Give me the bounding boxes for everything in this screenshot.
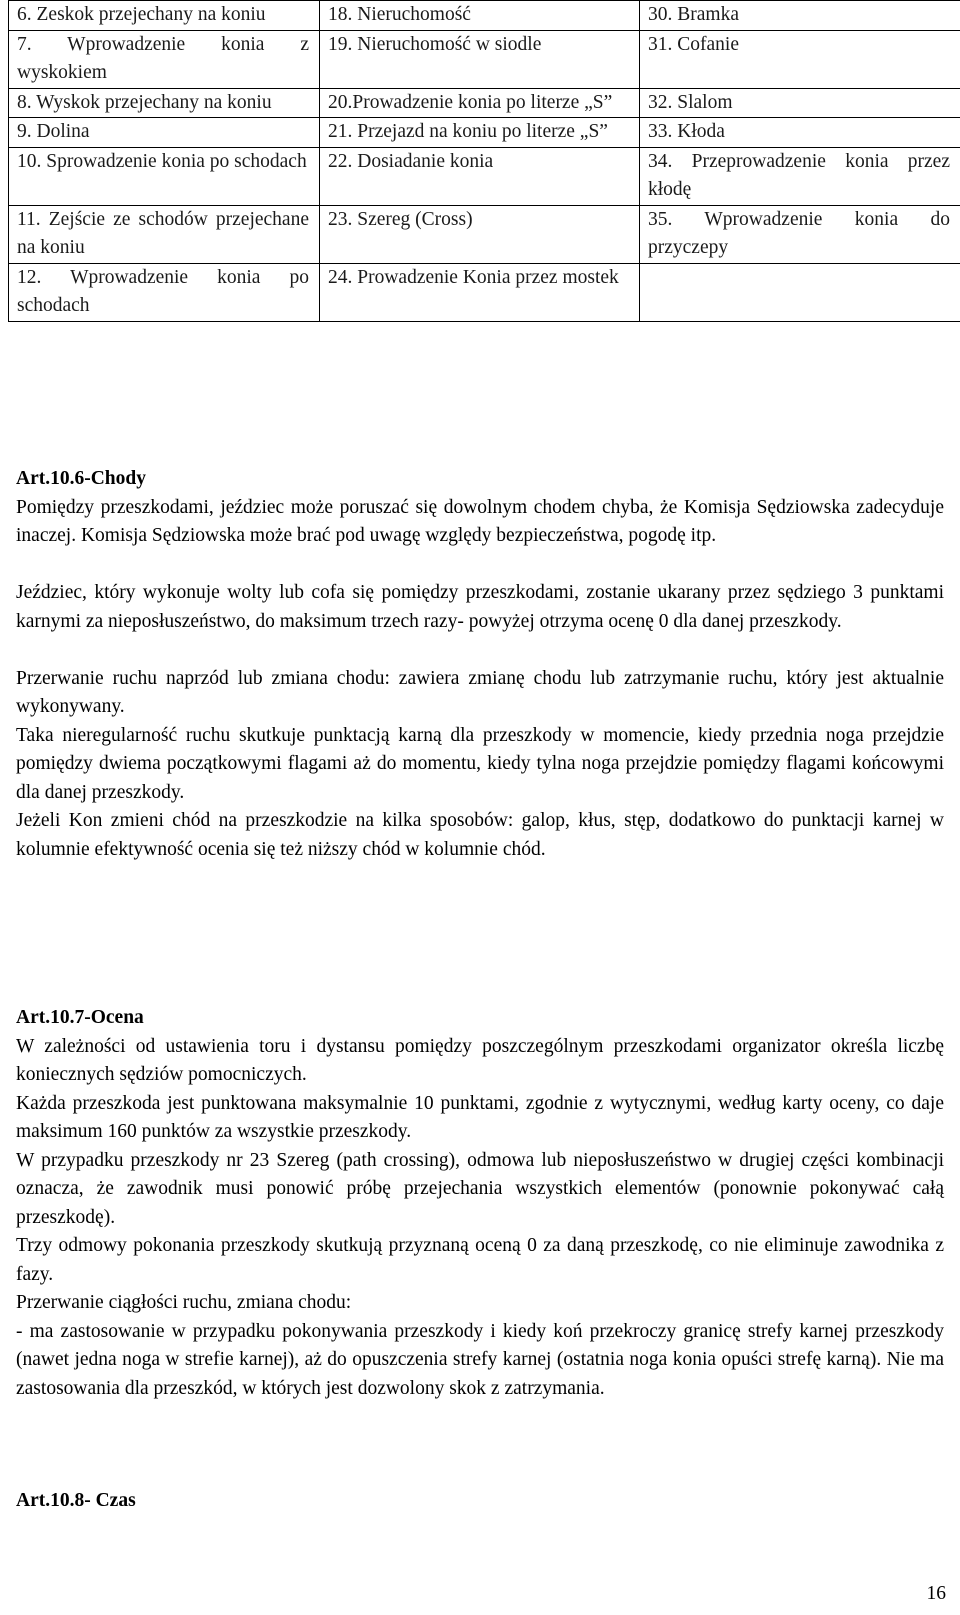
obstacle-label: 10. Sprowadzenie konia po schodach: [17, 150, 307, 172]
table-row: [9, 118, 960, 148]
obstacle-label: 33. Kłoda: [648, 121, 725, 142]
obstacle-label: 21. Przejazd na koniu po literze „S”: [328, 121, 608, 142]
obstacle-label: 6. Zeskok przejechany na koniu: [17, 4, 266, 25]
table-cell: [9, 205, 320, 263]
table-cell: [640, 118, 960, 148]
obstacle-label: 12. Wprowadzenie konia po schodach: [17, 266, 309, 316]
obstacle-label: 32. Slalom: [648, 91, 733, 113]
table-cell: [640, 1, 960, 31]
paragraph: Jeździec, który wykonuje wolty lub cofa się pomiędzy przeszkodami, zostanie ukarany przez sędziego 3 punktami karnymi za nieposłuszeństwo, do maksimum trzech razy- powyżej otrzyma ocenę 0 dla danej przeszkody.: [16, 582, 944, 632]
obstacle-label: 30. Bramka: [648, 4, 739, 25]
table-row: [9, 88, 960, 118]
obstacle-label: 18. Nieruchomość: [328, 4, 471, 25]
table-row: [9, 30, 960, 88]
obstacle-label: 31. Cofanie: [648, 33, 739, 55]
article-heading: Art.10.8- Czas: [16, 1490, 136, 1511]
paragraph: W zależności od ustawienia toru i dystansu pomiędzy poszczególnym przeszkodami organizator określa liczbę koniecznych sędziów pomocniczych.: [16, 1035, 944, 1085]
table-cell: [9, 118, 320, 148]
obstacle-table: [8, 0, 960, 322]
article-10-8: [16, 1487, 944, 1516]
paragraph: Przerwanie ciągłości ruchu, zmiana chodu:: [16, 1292, 352, 1313]
page-number: 16: [926, 1583, 946, 1604]
table-row: [9, 205, 960, 263]
article-heading: Art.10.6-Chody: [16, 468, 146, 489]
obstacle-label: 34. Przeprowadzenie konia przez kłodę: [648, 150, 950, 200]
obstacle-label: 24. Prowadzenie Konia przez mostek: [328, 266, 619, 288]
obstacle-label: 20.Prowadzenie konia po literze „S”: [328, 91, 613, 113]
obstacle-label: 7. Wprowadzenie konia z wyskokiem: [17, 33, 309, 83]
table-cell: [320, 147, 640, 205]
article-heading: Art.10.7-Ocena: [16, 1007, 144, 1028]
table-cell: [320, 263, 640, 321]
table-cell: [640, 263, 960, 321]
paragraph: Taka nieregularność ruchu skutkuje punktacją karną dla przeszkody w momencie, kiedy przednia noga przejdzie pomiędzy dwiema początkowymi flagami aż do momentu, kiedy tylna noga przejdzie pomiędzy flagami końcowymi dla danej przeszkody.: [16, 724, 944, 803]
obstacle-label: 22. Dosiadanie konia: [328, 150, 494, 172]
table-cell: [9, 1, 320, 31]
table-row: [9, 263, 960, 321]
table-row: [9, 147, 960, 205]
obstacle-label: 23. Szereg (Cross): [328, 208, 473, 230]
table-cell: [640, 147, 960, 205]
table-cell: [9, 88, 320, 118]
paragraph: Każda przeszkoda jest punktowana maksymalnie 10 punktami, zgodnie z wytycznymi, według karty oceny, co daje maksimum 160 punktów za wszystkie przeszkody.: [16, 1092, 944, 1142]
table-cell: [320, 205, 640, 263]
obstacle-label: 11. Zejście ze schodów przejechane na koniu: [17, 208, 309, 258]
paragraph: - ma zastosowanie w przypadku pokonywania przeszkody i kiedy koń przekroczy granicę strefy karnej przeszkody (nawet jedna noga w strefie karnej), aż do opuszczenia strefy karnej (ostatnia noga konia opuści strefę karną). Nie ma zastosowania dla przeszkód, w których jest dozwolony skok z zatrzymania.: [16, 1320, 944, 1399]
paragraph: Przerwanie ruchu naprzód lub zmiana chodu: zawiera zmianę chodu lub zatrzymanie ruchu, który jest aktualnie wykonywany.: [16, 667, 944, 717]
table-cell: [9, 30, 320, 88]
table-cell: [640, 205, 960, 263]
table-cell: [320, 118, 640, 148]
table-cell: [640, 88, 960, 118]
table-cell: [9, 147, 320, 205]
table-cell: [320, 1, 640, 31]
paragraph: W przypadku przeszkody nr 23 Szereg (path crossing), odmowa lub nieposłuszeństwo w drugiej części kombinacji oznacza, że zawodnik musi ponowić próbę przejechania wszystkich elementów (ponownie pokonywać całą przeszkodę).: [16, 1149, 944, 1228]
table-cell: [320, 30, 640, 88]
obstacle-label: 35. Wprowadzenie konia do przyczepy: [648, 208, 950, 258]
obstacle-label: 19. Nieruchomość w siodle: [328, 33, 542, 55]
article-10-6: [16, 465, 944, 864]
table-cell: [9, 263, 320, 321]
paragraph: Pomiędzy przeszkodami, jeździec może poruszać się dowolnym chodem chyba, że Komisja Sędziowska zadecyduje inaczej. Komisja Sędziowska może brać pod uwagę względy bezpieczeństwa, pogodę itp.: [16, 496, 944, 546]
table-cell: [640, 30, 960, 88]
table-cell: [320, 88, 640, 118]
paragraph: Trzy odmowy pokonania przeszkody skutkują przyznaną oceną 0 za daną przeszkodę, co nie eliminuje zawodnika z fazy.: [16, 1235, 944, 1285]
paragraph: Jeżeli Kon zmieni chód na przeszkodzie na kilka sposobów: galop, kłus, stęp, dodatkowo do punktacji karnej w kolumnie efektywność ocenia się też niższy chód w kolumnie chód.: [16, 810, 944, 860]
table-row: [9, 1, 960, 31]
obstacle-label: 8. Wyskok przejechany na koniu: [17, 91, 272, 113]
obstacle-label: 9. Dolina: [17, 121, 90, 142]
article-10-7: [16, 1004, 944, 1403]
